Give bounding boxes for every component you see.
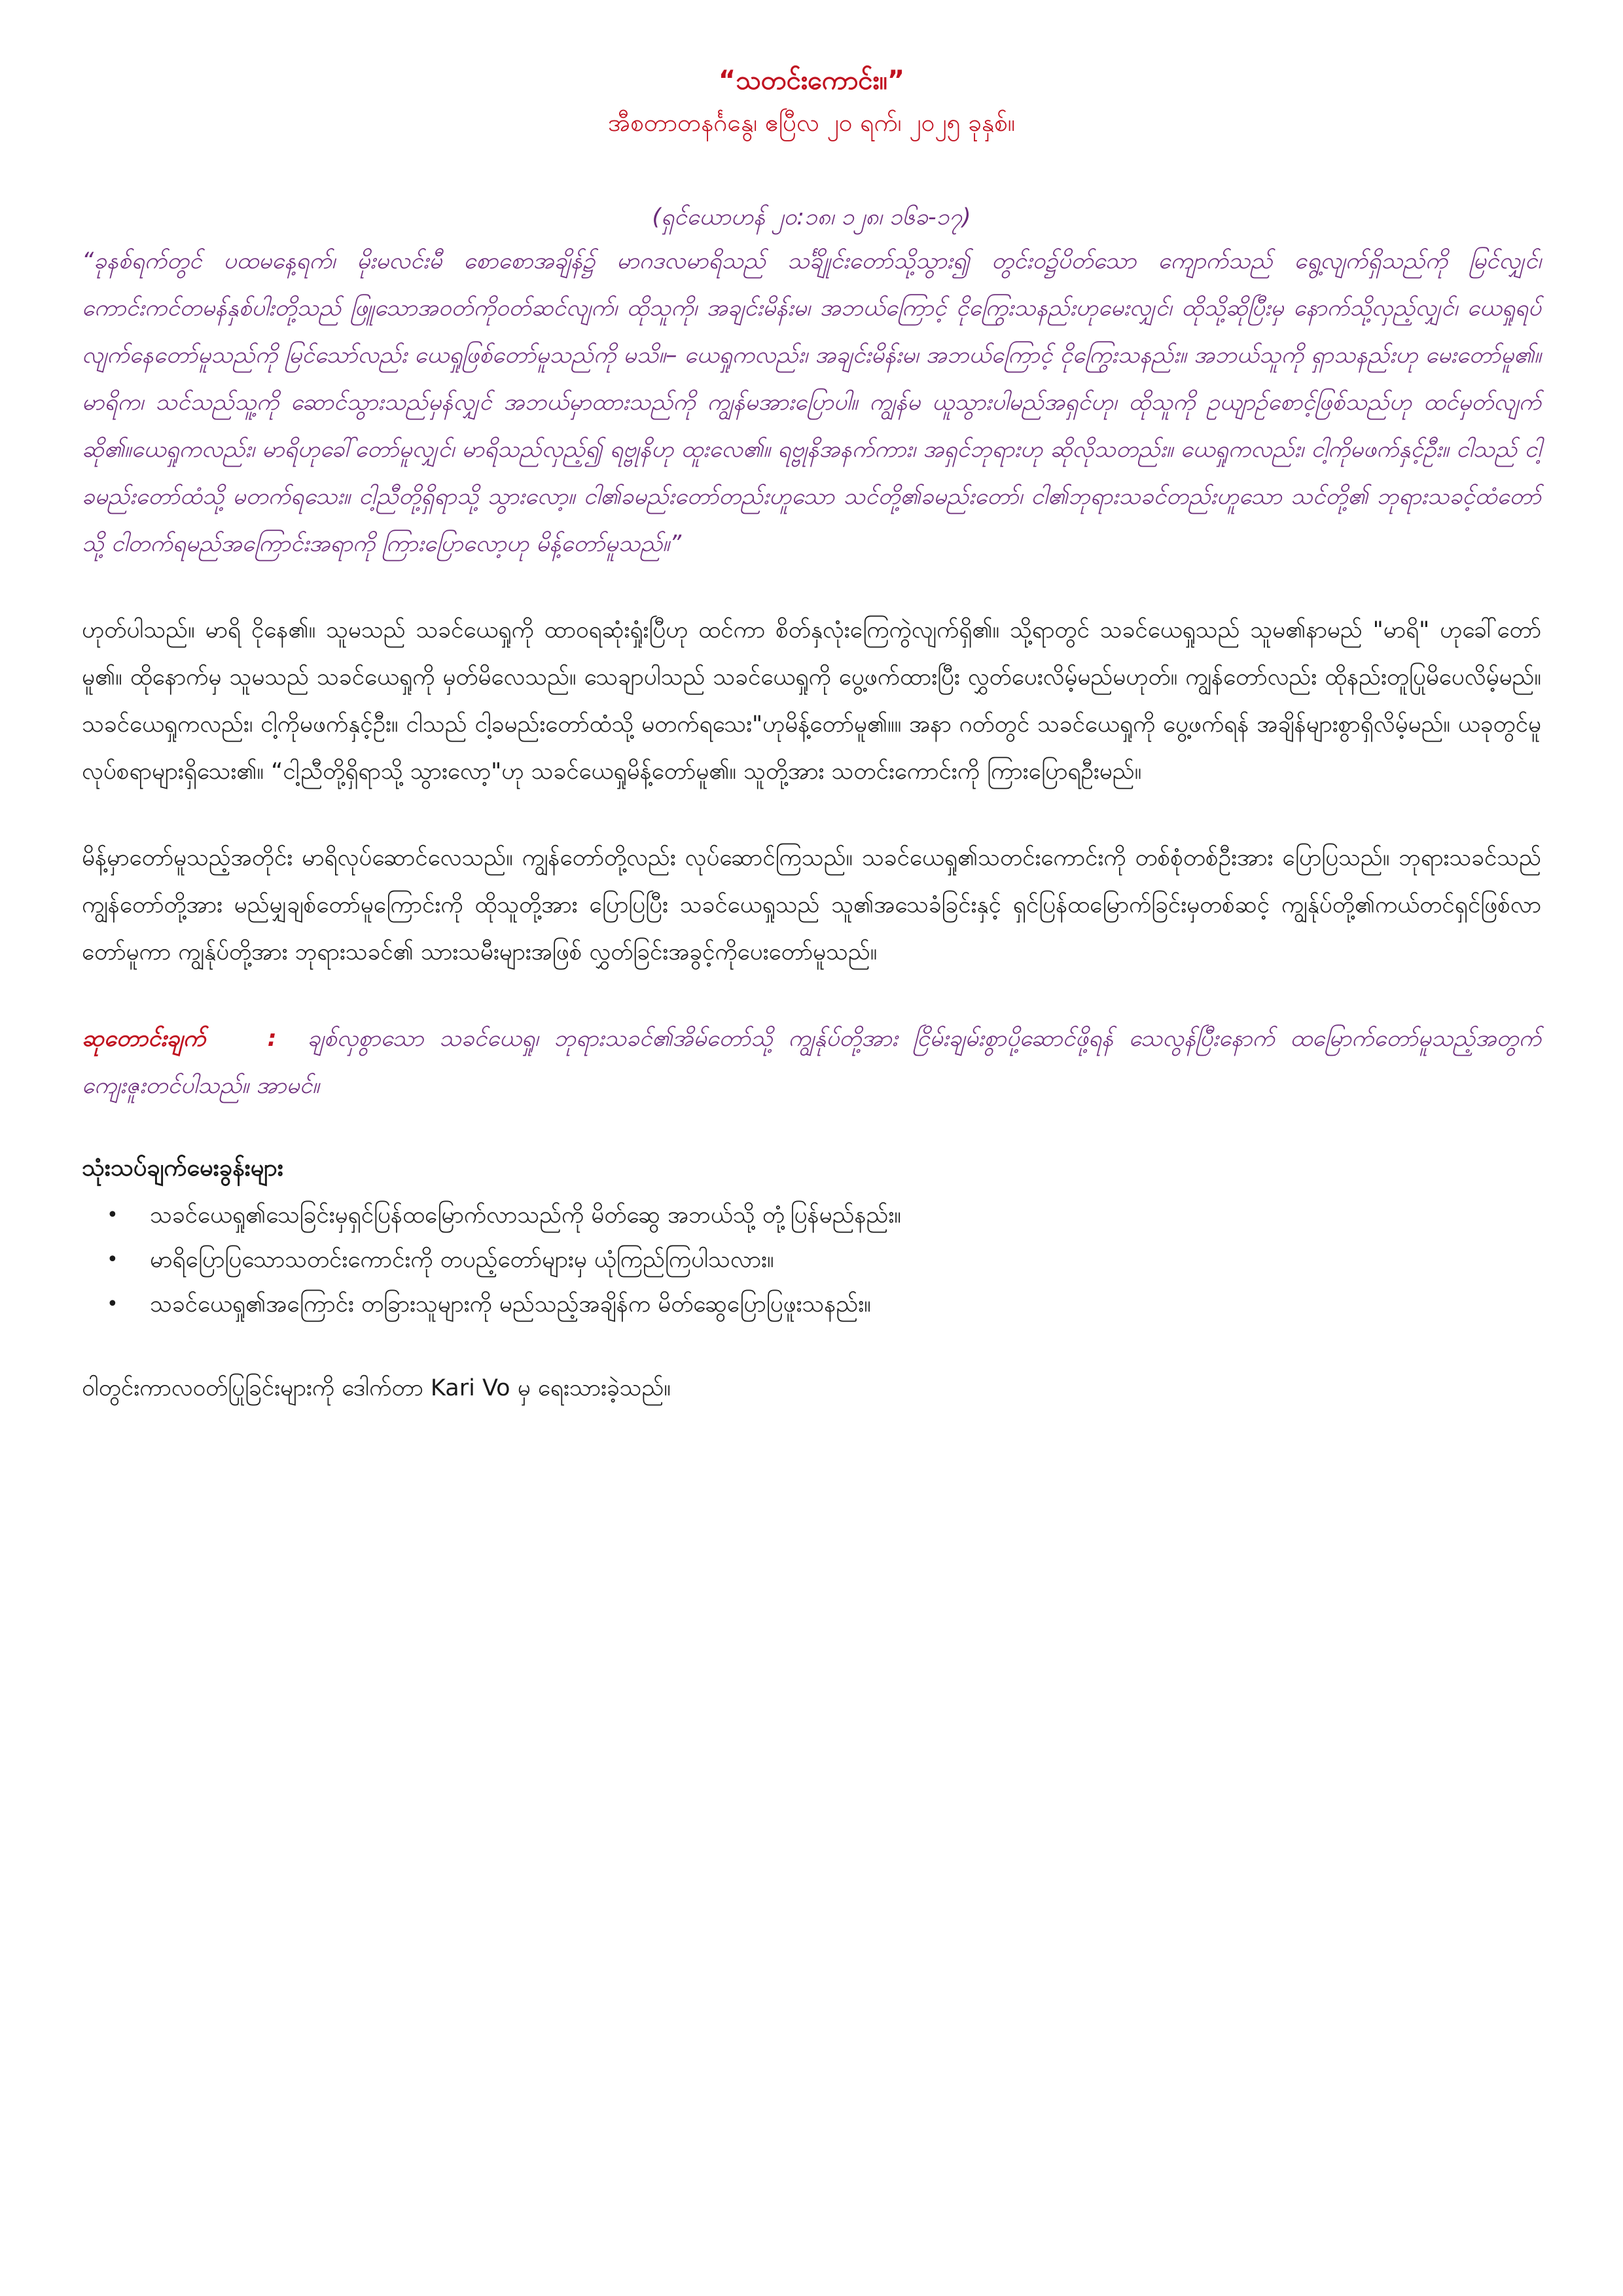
questions-list bbox=[82, 1193, 1541, 1327]
prayer-label: ဆုတောင်းချက် bbox=[82, 1026, 206, 1052]
bullet-icon: • bbox=[107, 1248, 118, 1271]
scripture-reference: (ရှင်ယောဟန် ၂၀:၁၈၊ ၁၂၈၊ ၁၆ခ-၁၇) bbox=[652, 204, 971, 230]
prayer-separator: : bbox=[267, 1026, 277, 1052]
reflection-paragraph-2: မိန့်မှာတော်မူသည့်အတိုင်း မာရိလုပ်ဆောင်လေသည်။ ကျွန်တော်တို့လည်း လုပ်ဆောင်ကြသည်။ သခင်ယေရှု၏သတင်းကောင်းကို တစ်စုံတစ်ဦးအား ပြောပြသည်။ ဘုရားသခင်သည် ကျွန်တော်တို့အား မည်မျှချစ်တော်မူကြောင်းကို ထိုသူတို့အား ပြောပြပြီး သခင်ယေရှုသည် သူ၏အသေခံခြင်းနှင့် ရှင်ပြန်ထမြောက်ခြင်းမှတစ်ဆင့် ကျွန်ုပ်တို့၏ကယ်တင်ရှင်ဖြစ်လာတော်မူကာ ကျွန်ုပ်တို့အား ဘုရားသခင်၏ သားသမီးများအဖြစ် လွှတ်ခြင်းအခွင့်ကိုပေးတော်မူသည်။ bbox=[82, 845, 1541, 965]
scripture-quote: “ခုနစ်ရက်တွင် ပထမနေ့ရက်၊ မိုးမလင်းမီ စောစောအချိန်၌ မာဂဒလမာရိသည် သင်္ချိုင်းတော်သို့သွား၍ တွင်းဝ၌ပိတ်သော ကျောက်သည် ရွေ့လျက်ရှိသည်ကို မြင်လျှင်၊ ကောင်းကင်တမန်နှစ်ပါးတို့သည် ဖြူသောအဝတ်ကိုဝတ်ဆင်လျက်၊ ထိုသူကို၊ အချင်းမိန်းမ၊ အဘယ်ကြောင့် ငိုကြွေးသနည်းဟုမေးလျှင်၊ ထိုသို့ဆိုပြီးမှ နောက်သို့လှည့်လျှင်၊ ယေရှုရပ်လျက်နေတော်မူသည်ကို မြင်သော်လည်း ယေရှုဖြစ်တော်မူသည်ကို မသိ။– ယေရှုကလည်း၊ အချင်းမိန်းမ၊ အဘယ်ကြောင့် ငိုကြွေးသနည်း။ အဘယ်သူကို ရှာသနည်းဟု မေးတော်မူ၏။ မာရိက၊ သင်သည်သူ့ကို ဆောင်သွားသည်မှန်လျှင် အဘယ်မှာထားသည်ကို ကျွန်မအားပြောပါ။ ကျွန်မ ယူသွားပါမည်အရှင်ဟု၊ ထိုသူကို ဥယျာဉ်စောင့်ဖြစ်သည်ဟု ထင်မှတ်လျက်ဆို၏။ယေရှုကလည်း၊ မာရိဟုခေါ်တော်မူလျှင်၊ မာရိသည်လှည့်၍ ရဗ္ဗုနိဟု ထူးလေ၏။ ရဗ္ဗုနိအနက်ကား၊ အရှင်ဘုရားဟု ဆိုလိုသတည်း။ ယေရှုကလည်း၊ ငါ့ကိုမဖက်နှင့်ဦး။ ငါသည် ငါ့ခမည်းတော်ထံသို့ မတက်ရသေး။ ငါ့ညီတို့ရှိရာသို့ သွားလော့။ ငါ၏ခမည်းတော်တည်းဟူသော သင်တို့၏ခမည်းတော်၊ ငါ၏ဘုရားသခင်တည်းဟူသော သင်တို့၏ ဘုရားသခင့်ထံတော်သို့ ငါတက်ရမည်အကြောင်းအရာကို ကြားပြောလော့ဟု မိန့်တော်မူသည်။” bbox=[82, 248, 1541, 557]
bullet-icon: • bbox=[107, 1293, 118, 1316]
question-text: သခင်ယေရှု၏အကြောင်း တခြားသူများကို မည်သည့်အချိန်က မိတ်ဆွေပြောပြဖူးသနည်း။ bbox=[150, 1291, 871, 1318]
prayer-section bbox=[82, 1015, 1541, 1109]
bullet-icon: • bbox=[107, 1204, 118, 1227]
prayer-paragraph bbox=[82, 1015, 1541, 1109]
question-text: မာရိပြောပြသောသတင်းကောင်းကို တပည့်တော်များမှ ယုံကြည်ကြပါသလား။ bbox=[150, 1247, 774, 1273]
questions-heading: သုံးသပ်ချက်မေးခွန်းများ bbox=[82, 1155, 283, 1181]
page-title: “သတင်းကောင်း။” bbox=[718, 65, 905, 96]
questions-section bbox=[82, 1150, 1541, 1327]
reflection-paragraph-1: ဟုတ်ပါသည်။ မာရိ ငိုနေ၏။ သူမသည် သခင်ယေရှုကို ထာဝရဆုံးရှုံးပြီဟု ထင်ကာ စိတ်နှလုံးကြေကွဲလျက်ရှိ၏။ သို့ရာတွင် သခင်ယေရှုသည် သူမ၏နာမည် "မာရိ" ဟုခေါ်တော်မူ၏။ ထိုနောက်မှ သူမသည် သခင်ယေရှုကို မှတ်မိလေသည်။ သေချာပါသည် သခင်ယေရှုကို ပွေ့ဖက်ထားပြီး လွှတ်ပေးလိမ့်မည်မဟုတ်။ ကျွန်တော်လည်း ထိုနည်းတူပြုမိပေလိမ့်မည်။ သခင်ယေရှုကလည်း၊ ငါ့ကိုမဖက်နှင့်ဦး။ ငါသည် ငါ့ခမည်းတော်ထံသို့ မတက်ရသေး"ဟုမိန့်တော်မူ၏။။ အနာ ဂတ်တွင် သခင်ယေရှုကို ပွေ့ဖက်ရန် အချိန်များစွာရှိလိမ့်မည်။ ယခုတွင်မူ လုပ်စရာများရှိသေး၏။ “ငါ့ညီတို့ရှိရာသို့ သွားလော့"ဟု သခင်ယေရှုမိန့်တော်မူ၏။ သူတို့အား သတင်းကောင်းကို ကြားပြောရဦးမည်။ bbox=[82, 617, 1541, 785]
reflection-section bbox=[82, 607, 1541, 976]
question-item bbox=[82, 1193, 1541, 1238]
question-item bbox=[82, 1282, 1541, 1327]
prayer-text: ချစ်လှစွာသော သခင်ယေရှု၊ ဘုရားသခင်၏အိမ်တော်သို့ ကျွန်ုပ်တို့အား ငြိမ်းချမ်းစွာပို့ဆောင်ဖို့ရန် သေလွန်ပြီးနောက် ထမြောက်တော်မူသည့်အတွက် ကျေးဇူးတင်ပါသည်။ အာမင်။ bbox=[82, 1026, 1541, 1099]
question-text: သခင်ယေရှု၏သေခြင်းမှရှင်ပြန်ထမြောက်လာသည်ကို မိတ်ဆွေ အဘယ်သို့ တုံ့ပြန်မည်နည်း။ bbox=[150, 1202, 901, 1229]
question-item bbox=[82, 1238, 1541, 1282]
author-credit: ဝါတွင်းကာလဝတ်ပြုခြင်းများကို ဒေါက်တာ Kari Vo မှ ရေးသားခဲ့သည်။ bbox=[82, 1375, 671, 1401]
scripture-section bbox=[82, 201, 1541, 567]
page-date: အီစတာတနင်္ဂနွေ၊ ဧပြီလ ၂၀ ရက်၊ ၂၀၂၅ ခုနှစ်။ bbox=[608, 109, 1015, 137]
page-header bbox=[82, 62, 1541, 141]
